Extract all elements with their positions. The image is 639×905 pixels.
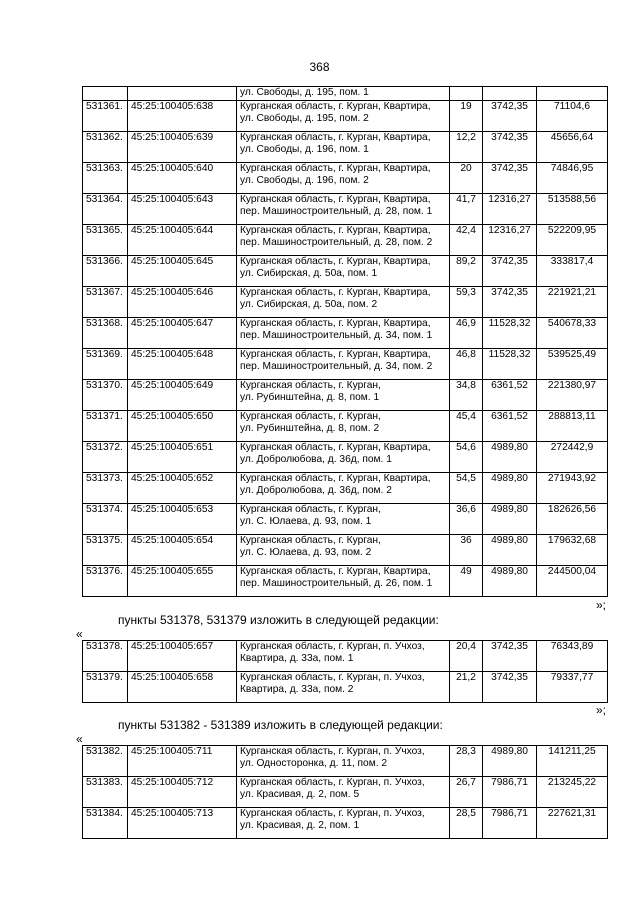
address-line: ул. Свободы, д. 196, пом. 2 <box>240 175 369 186</box>
cell-area: 19 <box>450 101 483 132</box>
address-line: ул. Красивая, д. 2, пом. 5 <box>240 789 360 800</box>
cell-address <box>237 746 450 777</box>
cell-item-number: 531382. <box>83 746 128 777</box>
cell-cadastral-number: 45:25:100405:653 <box>128 504 237 535</box>
table-row <box>83 504 608 535</box>
cell-specific-value: 3742,35 <box>483 101 537 132</box>
cell-item-number: 531376. <box>83 566 128 597</box>
address-line: Курганская область, г. Курган, Квартира, <box>240 163 431 174</box>
address-line: пер. Машиностроительный, д. 26, пом. 1 <box>240 578 433 589</box>
cell-area: 34,8 <box>450 380 483 411</box>
table-row <box>83 566 608 597</box>
address-line: ул. Сибирская, д. 50а, пом. 2 <box>240 299 378 310</box>
cell-specific-value: 7986,71 <box>483 777 537 808</box>
cell-cadastral-number: 45:25:100405:638 <box>128 101 237 132</box>
cell-cadastral-value: 141211,25 <box>537 746 608 777</box>
registry-table-1 <box>82 86 608 597</box>
cell-cadastral-value: 540678,33 <box>537 318 608 349</box>
address-line: ул. Рубинштейна, д. 8, пом. 2 <box>240 423 380 434</box>
cell-specific-value: 12316,27 <box>483 225 537 256</box>
address-line: Курганская область, г. Курган, Квартира, <box>240 101 431 112</box>
cell-specific-value: 3742,35 <box>483 132 537 163</box>
cell-specific-value: 6361,52 <box>483 380 537 411</box>
cell-address <box>237 163 450 194</box>
cell-area: 21,2 <box>450 672 483 703</box>
cell-cadastral-number: 45:25:100405:711 <box>128 746 237 777</box>
cell-area: 36,6 <box>450 504 483 535</box>
cell-empty <box>83 87 128 101</box>
cell-area: 36 <box>450 535 483 566</box>
cell-cadastral-value: 45656,64 <box>537 132 608 163</box>
address-line: Курганская область, г. Курган, п. Учхоз, <box>240 746 425 757</box>
address-line: пер. Машиностроительный, д. 28, пом. 1 <box>240 206 433 217</box>
cell-cadastral-value: 272442,9 <box>537 442 608 473</box>
address-line: Курганская область, г. Курган, п. Учхоз, <box>240 641 425 652</box>
cell-area: 54,5 <box>450 473 483 504</box>
table-row <box>83 473 608 504</box>
cell-item-number: 531378. <box>83 641 128 672</box>
cell-item-number: 531371. <box>83 411 128 442</box>
cell-specific-value: 4989,80 <box>483 746 537 777</box>
cell-specific-value: 4989,80 <box>483 535 537 566</box>
address-line: Курганская область, г. Курган, Квартира, <box>240 194 431 205</box>
cell-specific-value: 11528,32 <box>483 349 537 380</box>
cell-cadastral-value: 182626,56 <box>537 504 608 535</box>
cell-cadastral-value: 227621,31 <box>537 808 608 839</box>
table-row <box>83 349 608 380</box>
cell-item-number: 531384. <box>83 808 128 839</box>
address-line: Курганская область, г. Курган, Квартира, <box>240 349 431 360</box>
address-line: Курганская область, г. Курган, Квартира, <box>240 132 431 143</box>
address-line: ул. С. Юлаева, д. 93, пом. 1 <box>240 516 372 527</box>
cell-item-number: 531383. <box>83 777 128 808</box>
cell-item-number: 531374. <box>83 504 128 535</box>
address-line: Курганская область, г. Курган, <box>240 535 381 546</box>
cell-item-number: 531366. <box>83 256 128 287</box>
cell-area: 28,5 <box>450 808 483 839</box>
cell-specific-value: 11528,32 <box>483 318 537 349</box>
cell-address <box>237 349 450 380</box>
page-number: 368 <box>309 60 330 74</box>
address-line: Курганская область, г. Курган, Квартира, <box>240 442 431 453</box>
address-line: ул. Добролюбова, д. 36д, пом. 2 <box>240 485 392 496</box>
address-line: пер. Машиностроительный, д. 28, пом. 2 <box>240 237 433 248</box>
opening-quote: « <box>76 627 83 641</box>
cell-specific-value: 7986,71 <box>483 808 537 839</box>
cell-area: 89,2 <box>450 256 483 287</box>
cell-cadastral-number: 45:25:100405:648 <box>128 349 237 380</box>
amendment-instruction: пункты 531378, 531379 изложить в следующей редакции: <box>118 613 439 627</box>
cell-address <box>237 318 450 349</box>
cell-address <box>237 473 450 504</box>
cell-empty <box>128 87 237 101</box>
cell-cadastral-value: 333817,4 <box>537 256 608 287</box>
cell-area: 49 <box>450 566 483 597</box>
address-line: ул. Односторонка, д. 11, пом. 2 <box>240 758 388 769</box>
address-line: ул. Добролюбова, д. 36д, пом. 1 <box>240 454 392 465</box>
cell-specific-value: 4989,80 <box>483 566 537 597</box>
cell-area: 54,6 <box>450 442 483 473</box>
cell-cadastral-number: 45:25:100405:650 <box>128 411 237 442</box>
cell-address <box>237 287 450 318</box>
cell-cadastral-value: 213245,22 <box>537 777 608 808</box>
cell-cadastral-value: 522209,95 <box>537 225 608 256</box>
cell-cadastral-number: 45:25:100405:646 <box>128 287 237 318</box>
cell-area: 12,2 <box>450 132 483 163</box>
address-line: Курганская область, г. Курган, Квартира, <box>240 225 431 236</box>
cell-address <box>237 380 450 411</box>
address-line: Курганская область, г. Курган, п. Учхоз, <box>240 777 425 788</box>
address-line: Курганская область, г. Курган, Квартира, <box>240 256 431 267</box>
cell-area: 42,4 <box>450 225 483 256</box>
address-line: ул. Красивая, д. 2, пом. 1 <box>240 820 360 831</box>
cell-item-number: 531365. <box>83 225 128 256</box>
address-line: Курганская область, г. Курган, Квартира, <box>240 566 431 577</box>
cell-cadastral-value: 221921,21 <box>537 287 608 318</box>
cell-item-number: 531368. <box>83 318 128 349</box>
cell-item-number: 531362. <box>83 132 128 163</box>
cell-address <box>237 641 450 672</box>
cell-cadastral-value: 71104,6 <box>537 101 608 132</box>
cell-address <box>237 535 450 566</box>
cell-cadastral-number: 45:25:100405:643 <box>128 194 237 225</box>
cell-specific-value: 3742,35 <box>483 641 537 672</box>
cell-address <box>237 256 450 287</box>
table-row-partial <box>83 87 608 101</box>
cell-address <box>237 411 450 442</box>
table-row <box>83 672 608 703</box>
cell-cadastral-value: 513588,56 <box>537 194 608 225</box>
cell-address <box>237 194 450 225</box>
address-line: Курганская область, г. Курган, <box>240 380 381 391</box>
amendment-instruction: пункты 531382 - 531389 изложить в следующей редакции: <box>118 718 443 732</box>
cell-specific-value: 3742,35 <box>483 287 537 318</box>
address-line: ул. Рубинштейна, д. 8, пом. 1 <box>240 392 380 403</box>
cell-item-number: 531379. <box>83 672 128 703</box>
cell-empty <box>483 87 537 101</box>
cell-specific-value: 3742,35 <box>483 256 537 287</box>
cell-item-number: 531364. <box>83 194 128 225</box>
cell-cadastral-value: 539525,49 <box>537 349 608 380</box>
address-line: пер. Машиностроительный, д. 34, пом. 2 <box>240 361 433 372</box>
table-row <box>83 808 608 839</box>
cell-cadastral-value: 271943,92 <box>537 473 608 504</box>
cell-cadastral-number: 45:25:100405:658 <box>128 672 237 703</box>
address-line: ул. Свободы, д. 195, пом. 2 <box>240 113 369 124</box>
address-line: ул. Сибирская, д. 50а, пом. 1 <box>240 268 378 279</box>
closing-quote: »; <box>595 703 606 717</box>
cell-cadastral-value: 244500,04 <box>537 566 608 597</box>
address-line: Курганская область, г. Курган, Квартира, <box>240 287 431 298</box>
cell-specific-value: 3742,35 <box>483 672 537 703</box>
opening-quote: « <box>76 732 83 746</box>
cell-area: 26,7 <box>450 777 483 808</box>
table-row <box>83 256 608 287</box>
cell-address <box>237 442 450 473</box>
address-line: Курганская область, г. Курган, Квартира, <box>240 473 431 484</box>
cell-cadastral-value: 79337,77 <box>537 672 608 703</box>
cell-cadastral-number: 45:25:100405:647 <box>128 318 237 349</box>
table-row <box>83 411 608 442</box>
address-line: Курганская область, г. Курган, <box>240 411 381 422</box>
cell-empty <box>537 87 608 101</box>
table-row <box>83 641 608 672</box>
cell-cadastral-value: 74846,95 <box>537 163 608 194</box>
cell-item-number: 531367. <box>83 287 128 318</box>
address-line: Квартира, д. 33а, пом. 2 <box>240 684 354 695</box>
cell-specific-value: 3742,35 <box>483 163 537 194</box>
cell-cadastral-number: 45:25:100405:652 <box>128 473 237 504</box>
cell-item-number: 531370. <box>83 380 128 411</box>
cell-cadastral-value: 76343,89 <box>537 641 608 672</box>
address-line: Курганская область, г. Курган, Квартира, <box>240 318 431 329</box>
cell-item-number: 531363. <box>83 163 128 194</box>
registry-table-3 <box>82 745 608 839</box>
table-row <box>83 380 608 411</box>
table-row <box>83 318 608 349</box>
cell-cadastral-value: 221380,97 <box>537 380 608 411</box>
cell-area: 45,4 <box>450 411 483 442</box>
cell-cadastral-number: 45:25:100405:649 <box>128 380 237 411</box>
address-line: Курганская область, г. Курган, п. Учхоз, <box>240 808 425 819</box>
cell-specific-value: 12316,27 <box>483 194 537 225</box>
address-line: Курганская область, г. Курган, п. Учхоз, <box>240 672 425 683</box>
cell-item-number: 531372. <box>83 442 128 473</box>
cell-area: 28,3 <box>450 746 483 777</box>
cell-area: 41,7 <box>450 194 483 225</box>
registry-table-2 <box>82 640 608 703</box>
address-line: Квартира, д. 33а, пом. 1 <box>240 653 354 664</box>
cell-address <box>237 225 450 256</box>
cell-cadastral-number: 45:25:100405:655 <box>128 566 237 597</box>
cell-address <box>237 504 450 535</box>
table-row <box>83 535 608 566</box>
cell-cadastral-number: 45:25:100405:657 <box>128 641 237 672</box>
cell-specific-value: 4989,80 <box>483 473 537 504</box>
table-row <box>83 746 608 777</box>
table-row <box>83 101 608 132</box>
cell-address: ул. Свободы, д. 195, пом. 1 <box>237 87 450 101</box>
cell-item-number: 531361. <box>83 101 128 132</box>
cell-cadastral-number: 45:25:100405:713 <box>128 808 237 839</box>
cell-address <box>237 101 450 132</box>
cell-cadastral-number: 45:25:100405:645 <box>128 256 237 287</box>
cell-item-number: 531369. <box>83 349 128 380</box>
table-row <box>83 225 608 256</box>
cell-cadastral-value: 288813,11 <box>537 411 608 442</box>
cell-cadastral-value: 179632,68 <box>537 535 608 566</box>
address-line: ул. Свободы, д. 196, пом. 1 <box>240 144 369 155</box>
address-line: Курганская область, г. Курган, <box>240 504 381 515</box>
cell-area: 20,4 <box>450 641 483 672</box>
cell-address <box>237 808 450 839</box>
cell-specific-value: 6361,52 <box>483 411 537 442</box>
cell-cadastral-number: 45:25:100405:651 <box>128 442 237 473</box>
cell-area: 59,3 <box>450 287 483 318</box>
cell-area: 46,9 <box>450 318 483 349</box>
address-line: пер. Машиностроительный, д. 34, пом. 1 <box>240 330 433 341</box>
cell-address <box>237 566 450 597</box>
cell-empty <box>450 87 483 101</box>
table-row <box>83 194 608 225</box>
table-row <box>83 777 608 808</box>
cell-address <box>237 672 450 703</box>
cell-cadastral-number: 45:25:100405:712 <box>128 777 237 808</box>
cell-area: 46,8 <box>450 349 483 380</box>
table-row <box>83 442 608 473</box>
address-line: ул. С. Юлаева, д. 93, пом. 2 <box>240 547 372 558</box>
cell-item-number: 531373. <box>83 473 128 504</box>
table-row <box>83 132 608 163</box>
cell-cadastral-number: 45:25:100405:644 <box>128 225 237 256</box>
table-row <box>83 163 608 194</box>
closing-quote: »; <box>595 598 606 612</box>
cell-area: 20 <box>450 163 483 194</box>
cell-specific-value: 4989,80 <box>483 504 537 535</box>
table-row <box>83 287 608 318</box>
cell-specific-value: 4989,80 <box>483 442 537 473</box>
cell-address <box>237 132 450 163</box>
cell-cadastral-number: 45:25:100405:639 <box>128 132 237 163</box>
cell-address <box>237 777 450 808</box>
cell-cadastral-number: 45:25:100405:654 <box>128 535 237 566</box>
cell-cadastral-number: 45:25:100405:640 <box>128 163 237 194</box>
cell-item-number: 531375. <box>83 535 128 566</box>
